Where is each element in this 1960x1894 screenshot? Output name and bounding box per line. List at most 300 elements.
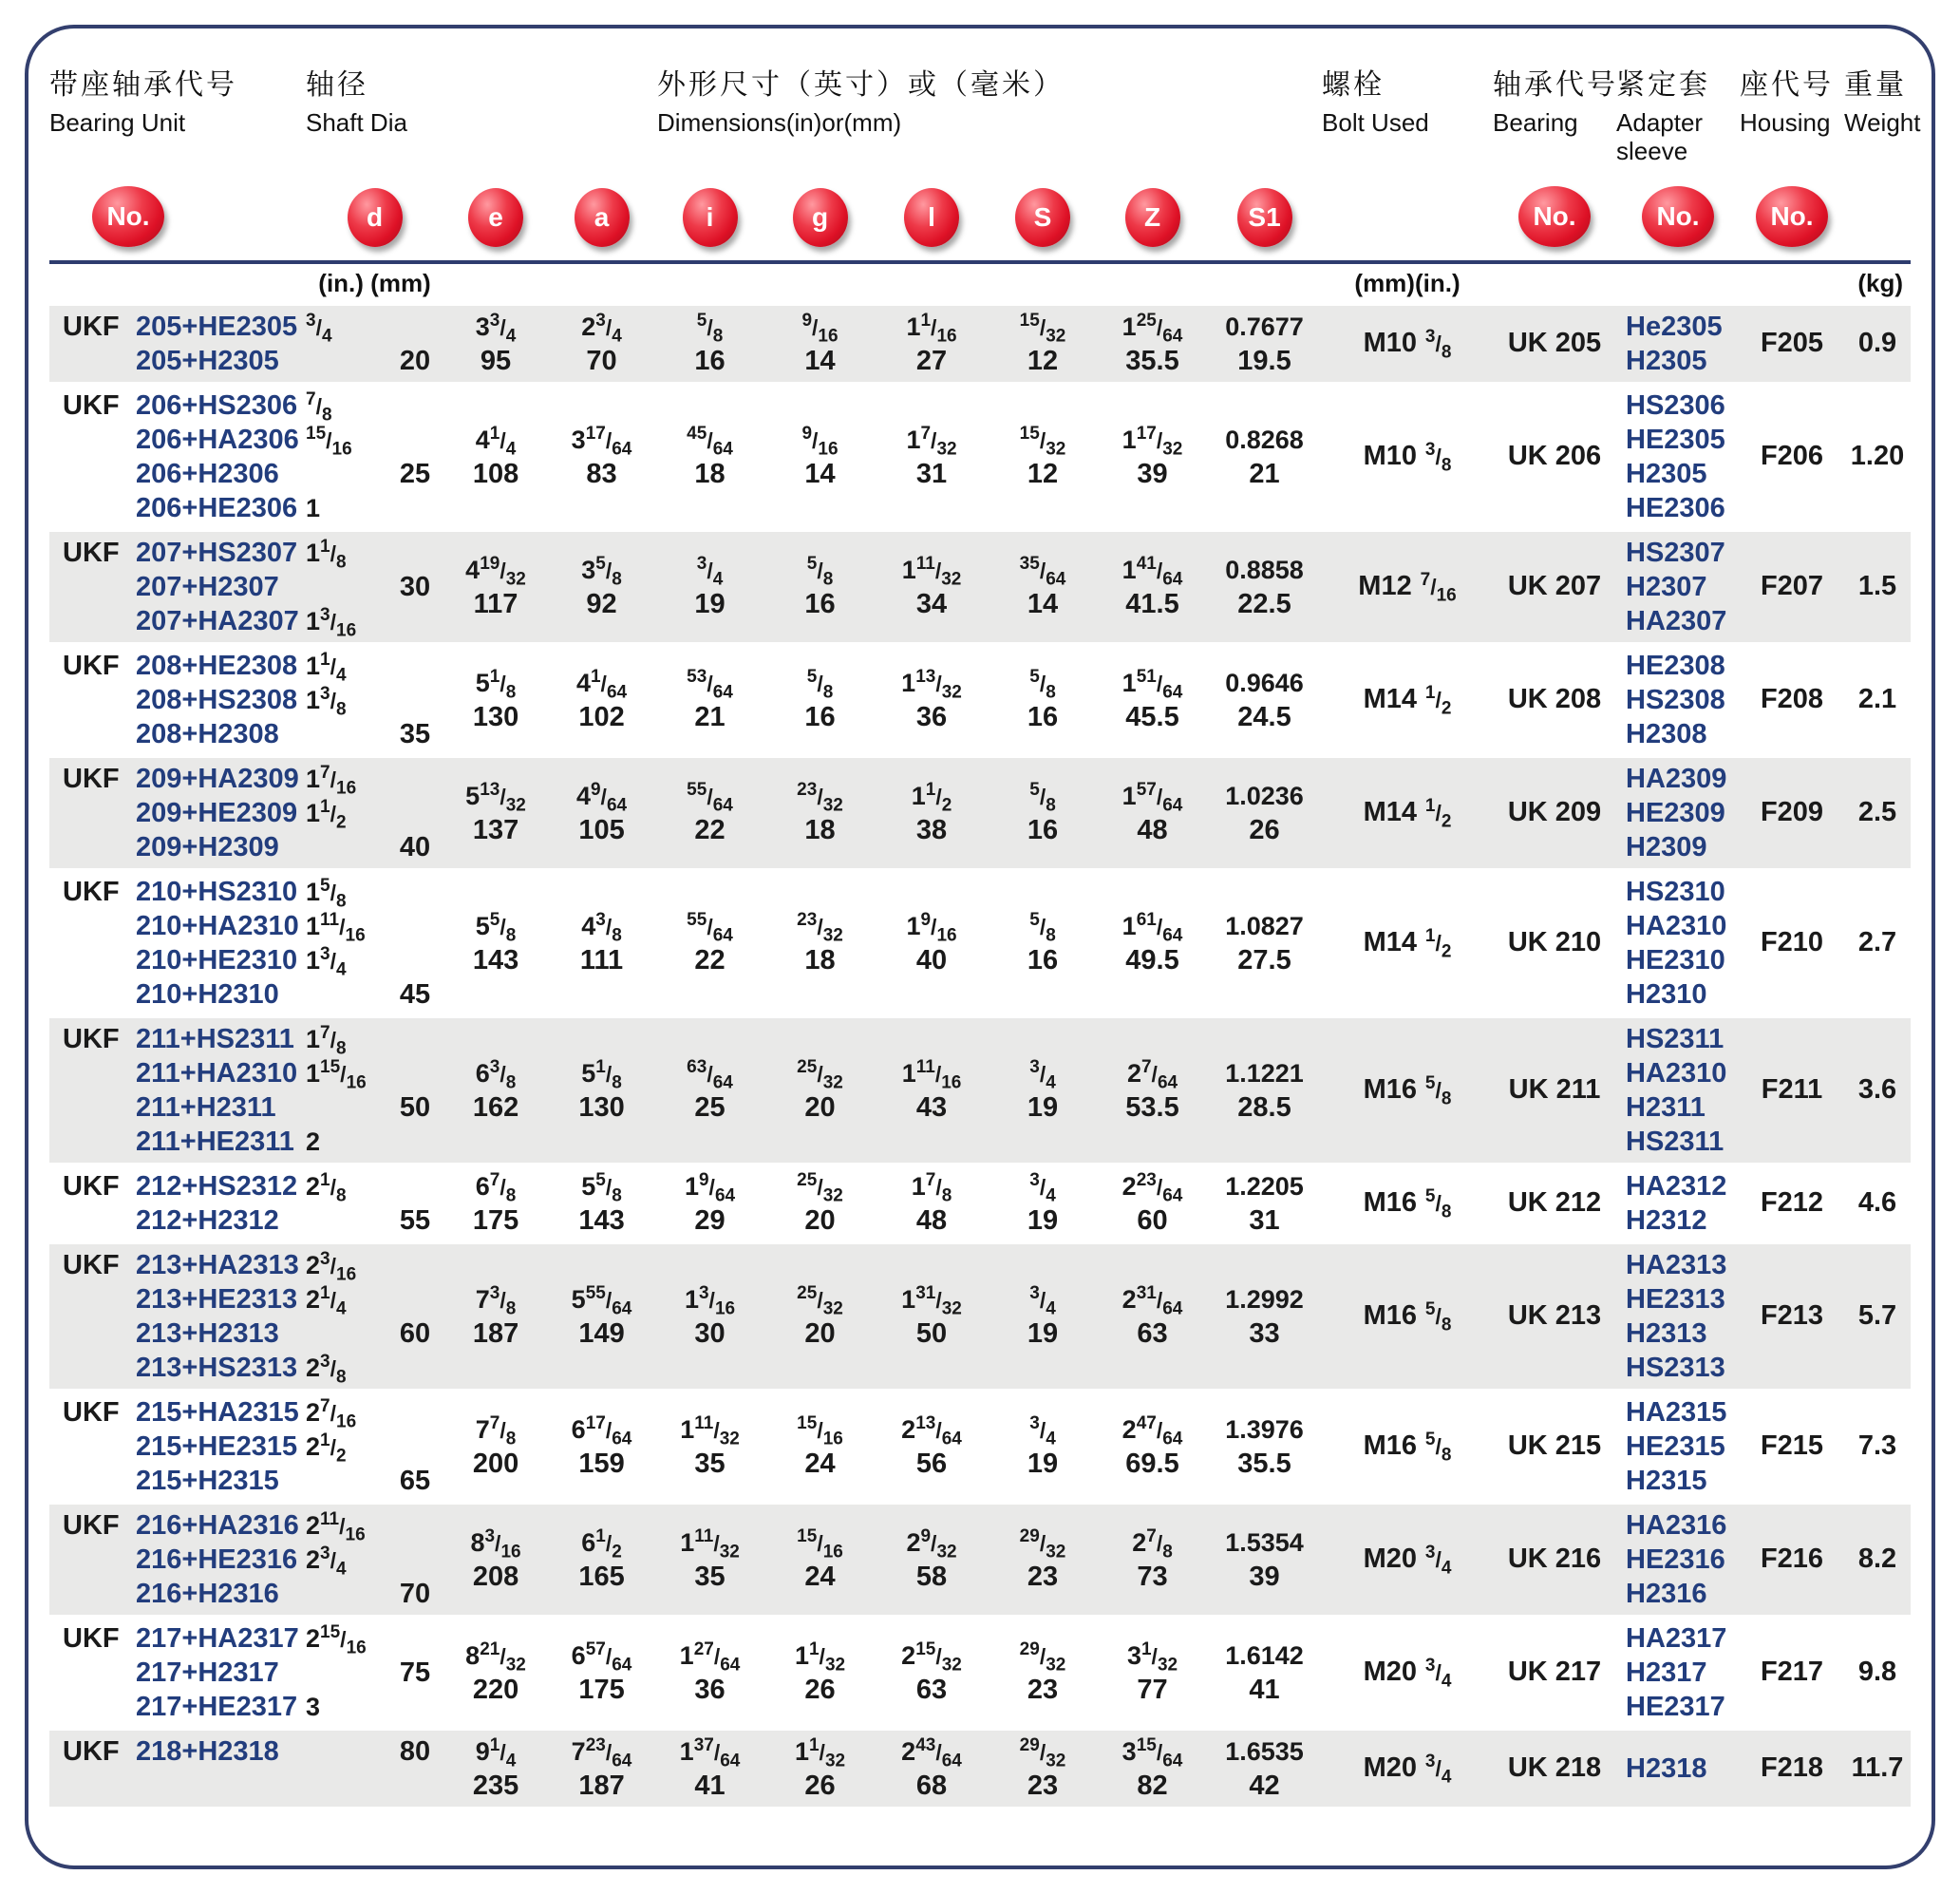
series-prefix-cell	[49, 1616, 130, 1729]
bolt-metric: M16	[1363, 1187, 1417, 1218]
dim-z-cell	[1098, 304, 1207, 383]
dim-s1-cell	[1207, 383, 1322, 530]
dim-s1-mm: 39	[1249, 1561, 1280, 1592]
dim-e-values	[443, 1734, 548, 1803]
dim-s-mm: 12	[1027, 345, 1059, 376]
dim-a-values	[548, 909, 655, 977]
adapter-sleeve-no: HE2315	[1626, 1430, 1725, 1462]
dim-z-cell	[1098, 1390, 1207, 1503]
badge-cell-z	[1098, 167, 1207, 262]
shaft-dia-mm	[386, 1395, 443, 1430]
dim-i-cell	[655, 643, 764, 756]
adapter-sleeve-cell	[1616, 1390, 1740, 1503]
dim-z-values	[1098, 310, 1207, 378]
adapter-sleeve-no: HE2317	[1626, 1691, 1725, 1722]
shaft-dia-mm-cell	[386, 1729, 443, 1807]
adapter-sleeve-no: HA2312	[1626, 1170, 1727, 1202]
shaft-dia-mm	[386, 909, 443, 943]
housing-no-cell	[1740, 1016, 1844, 1164]
shaft-dia-mm: 25	[399, 458, 431, 489]
dim-i-cell	[655, 383, 764, 530]
shaft-dia-mm: 80	[399, 1735, 431, 1767]
dim-s1-cell	[1207, 304, 1322, 383]
dim-g-in: $^{25}/_{32}$	[797, 1169, 843, 1205]
series-prefix-cell	[49, 1390, 130, 1503]
shaft-dia-in	[306, 830, 386, 864]
bearing-group-row	[49, 756, 1911, 869]
dim-l-cell	[876, 1390, 988, 1503]
dim-a-values	[548, 1169, 655, 1238]
badge-cell-i	[655, 167, 764, 262]
dim-a-in: $4^9/_{64}$	[575, 779, 628, 815]
dim-g-values	[764, 553, 876, 621]
dim-a-cell	[548, 1390, 655, 1503]
dim-i-cell	[655, 1390, 764, 1503]
dim-e-in: $5^1/_8$	[475, 666, 517, 702]
bearing-no-cell	[1493, 869, 1616, 1016]
series-prefix: UKF	[63, 763, 120, 794]
shaft-dia-in: $2^1/_8$	[306, 1169, 347, 1205]
bearing-no: UK 208	[1507, 684, 1602, 714]
catalog-page-frame	[25, 25, 1935, 1869]
shaft-dia-in: $1^7/_8$	[306, 1022, 347, 1058]
shaft-dia-mm: 50	[399, 1091, 431, 1123]
bearing-no-cell	[1493, 1503, 1616, 1616]
dim-l-cell	[876, 643, 988, 756]
dim-z-cell	[1098, 530, 1207, 643]
weight-cell	[1844, 530, 1911, 643]
dim-g-mm: 20	[804, 1317, 836, 1349]
dim-i-badge-icon: i	[683, 188, 738, 247]
dim-s1-cell	[1207, 1242, 1322, 1390]
dim-l-values	[876, 1734, 988, 1803]
dim-l-values	[876, 1412, 988, 1481]
dim-l-in: $1^{11}/_{32}$	[901, 553, 962, 589]
bolt-used-cell	[1322, 1016, 1493, 1164]
dim-g-mm: 16	[804, 701, 836, 732]
bearing-group-row	[49, 1616, 1911, 1729]
shaft-dia-in: $1^1/_4$	[306, 649, 347, 685]
unit-code: 205+H2305	[136, 345, 279, 376]
dim-s-values	[988, 310, 1098, 378]
weight-cell	[1844, 1016, 1911, 1164]
dim-s1-in: 1.0827	[1225, 911, 1304, 940]
dim-i-cell	[655, 756, 764, 869]
unit-codes-cell	[130, 383, 306, 530]
series-prefix-cell	[49, 1729, 130, 1807]
header-bolt-used	[1322, 46, 1493, 167]
dim-s-in: $^3/_4$	[1029, 1412, 1056, 1449]
dim-s1-values	[1207, 1056, 1322, 1125]
shaft-dia-mm	[386, 1125, 443, 1159]
dim-s1-in: 1.0236	[1225, 781, 1304, 810]
dim-l-in: $1^1/_2$	[911, 779, 952, 815]
bolt-used-cell	[1322, 756, 1493, 869]
header-bearing	[1493, 46, 1619, 167]
adapter-sleeve-no: HS2306	[1626, 389, 1725, 421]
shaft-dia-mm	[386, 1169, 443, 1203]
dim-s-cell	[988, 530, 1098, 643]
dim-z-mm: 69.5	[1125, 1448, 1179, 1479]
bearing-no: UK 216	[1507, 1544, 1602, 1574]
shaft-dia-in: $1^3/_{16}$	[306, 604, 357, 640]
dim-i-values	[655, 1169, 764, 1238]
shaft-dia-in: $2^{15}/_{16}$	[306, 1621, 367, 1657]
dim-a-mm: 111	[579, 944, 624, 975]
dim-a-values	[548, 1282, 655, 1351]
dim-z-values	[1098, 1638, 1207, 1707]
dim-e-values	[443, 909, 548, 977]
bearing-group-row	[49, 1390, 1911, 1503]
series-prefix: UKF	[63, 1735, 120, 1767]
dim-i-values	[655, 1525, 764, 1594]
shaft-dia-in-cell	[306, 530, 386, 643]
bearing-group-row	[49, 1242, 1911, 1390]
dim-l-values	[876, 1169, 988, 1238]
unit-code: 217+H2317	[136, 1657, 279, 1688]
unit-codes-cell	[130, 1242, 306, 1390]
dim-e-mm: 137	[472, 814, 519, 845]
adapter-sleeve-no: H2316	[1626, 1578, 1707, 1609]
adapter-sleeve-no: HA2309	[1626, 763, 1727, 794]
series-prefix-cell	[49, 869, 130, 1016]
dim-a-badge-icon: a	[575, 188, 630, 247]
bolt-in: $^5/_8$	[1424, 1186, 1452, 1222]
dim-s1-values	[1207, 779, 1322, 847]
bearing-group-row	[49, 383, 1911, 530]
shaft-dia-in	[306, 1316, 386, 1351]
shaft-dia-mm-cell	[386, 643, 443, 756]
housing-no-cell	[1740, 1390, 1844, 1503]
weight-cell	[1844, 1503, 1911, 1616]
dim-g-in: $^{23}/_{32}$	[797, 779, 843, 815]
dim-a-mm: 105	[578, 814, 625, 845]
dim-z-cell	[1098, 756, 1207, 869]
bolt-in: $^7/_{16}$	[1420, 570, 1457, 606]
weight-kg: 2.7	[1857, 927, 1897, 957]
bearing-no: UK 210	[1507, 927, 1602, 957]
dim-z-values	[1098, 1169, 1207, 1238]
housing-no-cell	[1740, 643, 1844, 756]
adapter-sleeve-no: H2317	[1626, 1657, 1707, 1688]
dim-s1-mm: 24.5	[1237, 701, 1291, 732]
adapter-sleeve-no: HS2310	[1626, 876, 1725, 907]
dim-i-cell	[655, 1503, 764, 1616]
dim-e-badge-icon: e	[468, 188, 523, 247]
dim-z-values	[1098, 423, 1207, 491]
dim-s1-values	[1207, 553, 1322, 621]
bearing-no-cell	[1493, 1242, 1616, 1390]
dim-l-cell	[876, 1164, 988, 1242]
bolt-used-cell	[1322, 530, 1493, 643]
dim-g-values	[764, 909, 876, 977]
dim-a-mm: 165	[578, 1561, 625, 1592]
dim-z-in: $2^{23}/_{64}$	[1121, 1169, 1183, 1205]
dim-z-in: $1^{57}/_{64}$	[1121, 779, 1183, 815]
dim-z-mm: 73	[1137, 1561, 1168, 1592]
adapter-sleeve-cell	[1616, 383, 1740, 530]
badge-cell-weight	[1844, 167, 1911, 262]
unit-codes-cell	[130, 1729, 306, 1807]
housing-no-cell	[1740, 869, 1844, 1016]
dim-s-cell	[988, 1729, 1098, 1807]
dim-a-values	[548, 423, 655, 491]
dim-l-cell	[876, 1503, 988, 1616]
dim-g-values	[764, 1282, 876, 1351]
header-housing-zh: 座代号	[1740, 69, 1835, 101]
dim-l-in: $1^9/_{16}$	[906, 909, 957, 945]
shaft-dia-in-cell	[306, 1729, 386, 1807]
dim-z-cell	[1098, 643, 1207, 756]
weight-cell	[1844, 869, 1911, 1016]
shaft-dia-mm: 55	[399, 1204, 431, 1236]
shaft-dia-mm	[386, 943, 443, 977]
shaft-dia-mm: 30	[399, 571, 431, 602]
dim-l-mm: 48	[915, 1204, 948, 1236]
dim-a-cell	[548, 383, 655, 530]
bearing-group-row	[49, 1503, 1911, 1616]
adapter-sleeve-no: HE2308	[1626, 650, 1725, 681]
shaft-dia-in: $1^1/_8$	[306, 536, 347, 572]
badge-cell-unit-no	[49, 167, 306, 262]
units-empty-1	[49, 262, 306, 304]
weight-kg: 0.9	[1857, 328, 1897, 358]
housing-no-cell	[1740, 304, 1844, 383]
unit-code: 208+H2308	[136, 718, 279, 749]
dim-z-in: $1^{41}/_{64}$	[1121, 553, 1183, 589]
unit-code: 213+HE2313	[136, 1283, 298, 1315]
spec-table-body	[49, 304, 1911, 1807]
housing-no: F217	[1760, 1657, 1824, 1687]
shaft-dia-in: $2^3/_4$	[306, 1543, 347, 1579]
bearing-spec-table	[49, 46, 1921, 1807]
dim-a-mm: 149	[578, 1317, 625, 1349]
unit-codes-cell	[130, 643, 306, 756]
dim-e-in: $3^3/_4$	[475, 310, 517, 346]
dim-i-values	[655, 1638, 764, 1707]
dim-i-mm: 41	[694, 1770, 726, 1801]
dim-e-values	[443, 553, 548, 621]
dim-a-cell	[548, 1016, 655, 1164]
dim-a-in: $6^{17}/_{64}$	[571, 1412, 632, 1449]
dim-a-in: $5^1/_8$	[581, 1056, 622, 1092]
dim-s-in: $^{29}/_{32}$	[1019, 1638, 1066, 1675]
dim-g-mm: 26	[804, 1770, 836, 1801]
bearing-group-row	[49, 869, 1911, 1016]
dim-z-mm: 48	[1137, 814, 1168, 845]
dim-s-in: $^5/_8$	[1029, 779, 1056, 815]
shaft-dia-in	[306, 344, 386, 378]
bolt-metric: M20	[1363, 1752, 1417, 1783]
dim-s1-in: 1.3976	[1225, 1414, 1304, 1444]
dim-s-mm: 19	[1027, 1091, 1059, 1123]
dim-a-in: $7^{23}/_{64}$	[571, 1734, 632, 1771]
dim-g-cell	[764, 1016, 876, 1164]
adapter-sleeve-cell	[1616, 1616, 1740, 1729]
series-prefix: UKF	[63, 1509, 120, 1541]
dim-e-in: $6^7/_8$	[475, 1169, 517, 1205]
unit-code: 211+H2311	[136, 1091, 276, 1123]
weight-cell	[1844, 1242, 1911, 1390]
weight-kg: 2.1	[1857, 684, 1897, 714]
dim-s1-cell	[1207, 643, 1322, 756]
weight-kg: 7.3	[1857, 1430, 1897, 1461]
dim-z-cell	[1098, 1616, 1207, 1729]
shaft-dia-in: $1^1/_2$	[306, 796, 347, 832]
dim-i-in: $^{63}/_{64}$	[687, 1056, 733, 1092]
housing-no: F211	[1761, 1074, 1823, 1105]
dim-l-badge-icon: l	[904, 188, 959, 247]
series-prefix-cell	[49, 756, 130, 869]
shaft-dia-mm	[386, 1022, 443, 1056]
shaft-dia-mm	[386, 796, 443, 830]
bolt-metric: M16	[1363, 1430, 1417, 1461]
dim-z-in: $2^{47}/_{64}$	[1121, 1412, 1183, 1449]
adapter-sleeve-no: HS2307	[1626, 537, 1725, 568]
dim-s1-mm: 28.5	[1237, 1091, 1291, 1123]
dim-a-values	[548, 1056, 655, 1125]
dim-g-values	[764, 779, 876, 847]
table-header	[49, 46, 1921, 304]
dim-i-cell	[655, 530, 764, 643]
dim-a-values	[548, 666, 655, 734]
dim-z-mm: 39	[1137, 458, 1168, 489]
dim-g-cell	[764, 383, 876, 530]
housing-no-cell	[1740, 1729, 1844, 1807]
dim-i-values	[655, 779, 764, 847]
housing-no-cell	[1740, 383, 1844, 530]
shaft-dia-in	[306, 1656, 386, 1690]
shaft-dia-in: $1^7/_{16}$	[306, 762, 357, 798]
shaft-dia-mm-cell	[386, 1164, 443, 1242]
dim-s-values	[988, 423, 1098, 491]
adapter-sleeve-cell	[1616, 304, 1740, 383]
shaft-dia-mm	[386, 1351, 443, 1385]
dim-s1-values	[1207, 666, 1322, 734]
shaft-dia-in-cell	[306, 1242, 386, 1390]
shaft-dia-in: $2^3/_{16}$	[306, 1248, 357, 1284]
shaft-dia-mm: 35	[399, 718, 431, 749]
dim-z-mm: 77	[1137, 1674, 1168, 1705]
shaft-dia-mm	[386, 1056, 443, 1090]
dim-s1-values	[1207, 1525, 1322, 1594]
shaft-dia-mm: 40	[399, 831, 431, 862]
shaft-dia-mm-cell	[386, 869, 443, 1016]
dim-s-mm: 12	[1027, 458, 1059, 489]
header-bearing-unit-zh: 带座轴承代号	[49, 69, 237, 101]
dim-i-in: $^{55}/_{64}$	[687, 909, 733, 945]
dim-s-values	[988, 666, 1098, 734]
dim-g-mm: 18	[804, 944, 836, 975]
header-bearing-en: Bearing	[1493, 108, 1578, 137]
dim-i-mm: 22	[694, 944, 726, 975]
dim-i-mm: 18	[694, 458, 726, 489]
dim-g-values	[764, 423, 876, 491]
dim-l-in: $2^{15}/_{32}$	[901, 1638, 962, 1675]
unit-codes-cell	[130, 756, 306, 869]
dim-e-cell	[443, 869, 548, 1016]
adapter-sleeve-no: HE2305	[1626, 424, 1725, 455]
dim-s1-in: 1.6535	[1225, 1736, 1304, 1766]
dim-e-mm: 108	[472, 458, 519, 489]
dim-g-in: $^9/_{16}$	[801, 310, 839, 346]
series-prefix-cell	[49, 1016, 130, 1164]
dim-s1-cell	[1207, 1016, 1322, 1164]
dim-z-in: $2^7/_{64}$	[1126, 1056, 1178, 1092]
dim-a-cell	[548, 1616, 655, 1729]
dim-g-values	[764, 1169, 876, 1238]
shaft-dia-in: $^7/_8$	[306, 388, 332, 425]
adapter-sleeve-no: HA2316	[1626, 1509, 1727, 1541]
dim-s1-in: 0.8268	[1225, 425, 1304, 454]
housing-no: F212	[1760, 1187, 1824, 1218]
dim-s1-in: 0.7677	[1225, 312, 1304, 341]
units-empty-5	[1740, 262, 1844, 304]
dim-s-mm: 19	[1027, 1317, 1059, 1349]
shaft-dia-mm	[386, 388, 443, 423]
adapter-sleeve-no: HA2317	[1626, 1622, 1727, 1654]
dim-a-in: $5^{55}/_{64}$	[571, 1282, 632, 1318]
dim-a-mm: 102	[578, 701, 625, 732]
dim-e-mm: 187	[472, 1317, 519, 1349]
dim-s-mm: 16	[1027, 814, 1059, 845]
unit-code: 211+HA2310	[136, 1057, 298, 1089]
series-prefix: UKF	[63, 876, 120, 907]
dim-g-values	[764, 1638, 876, 1707]
header-adapter-sleeve-zh: 紧定套	[1616, 69, 1711, 101]
dim-g-mm: 20	[804, 1204, 836, 1236]
shaft-dia-mm	[386, 762, 443, 796]
dim-e-cell	[443, 1242, 548, 1390]
dim-s1-cell	[1207, 756, 1322, 869]
dim-i-in: $1^9/_{64}$	[684, 1169, 736, 1205]
dim-a-in: $6^{57}/_{64}$	[571, 1638, 632, 1675]
dim-i-cell	[655, 1164, 764, 1242]
series-prefix: UKF	[63, 1622, 120, 1654]
housing-no: F208	[1760, 684, 1824, 714]
dim-s-values	[988, 553, 1098, 621]
series-prefix: UKF	[63, 1249, 120, 1280]
dim-s-cell	[988, 383, 1098, 530]
shaft-dia-mm: 65	[399, 1465, 431, 1496]
unit-codes-cell	[130, 1503, 306, 1616]
dim-g-in: $^{25}/_{32}$	[797, 1056, 843, 1092]
dim-s-values	[988, 779, 1098, 847]
dim-e-values	[443, 1056, 548, 1125]
shaft-dia-in-cell	[306, 643, 386, 756]
badge-cell-bearing-no	[1493, 167, 1616, 262]
shaft-dia-in	[306, 1577, 386, 1611]
bolt-metric: M16	[1363, 1300, 1417, 1331]
weight-cell	[1844, 756, 1911, 869]
unit-code: 206+H2306	[136, 458, 279, 489]
shaft-dia-in: $2^3/_8$	[306, 1351, 347, 1387]
dim-s-in: $^3/_4$	[1029, 1282, 1056, 1318]
header-dimensions-zh: 外形尺寸（英寸）或（毫米）	[657, 69, 1065, 101]
dim-s1-mm: 27.5	[1237, 944, 1291, 975]
housing-no-cell	[1740, 1616, 1844, 1729]
dim-l-mm: 56	[915, 1448, 948, 1479]
shaft-dia-in: $1^3/_4$	[306, 943, 347, 979]
dim-e-in: $4^{19}/_{32}$	[465, 553, 526, 589]
unit-code: 215+HE2315	[136, 1430, 298, 1462]
unit-code: 216+HE2316	[136, 1544, 298, 1575]
dim-l-mm: 36	[915, 701, 948, 732]
dim-i-values	[655, 1734, 764, 1803]
unit-code: 205+HE2305	[136, 311, 298, 342]
dim-s-mm: 23	[1027, 1561, 1059, 1592]
dim-g-cell	[764, 643, 876, 756]
